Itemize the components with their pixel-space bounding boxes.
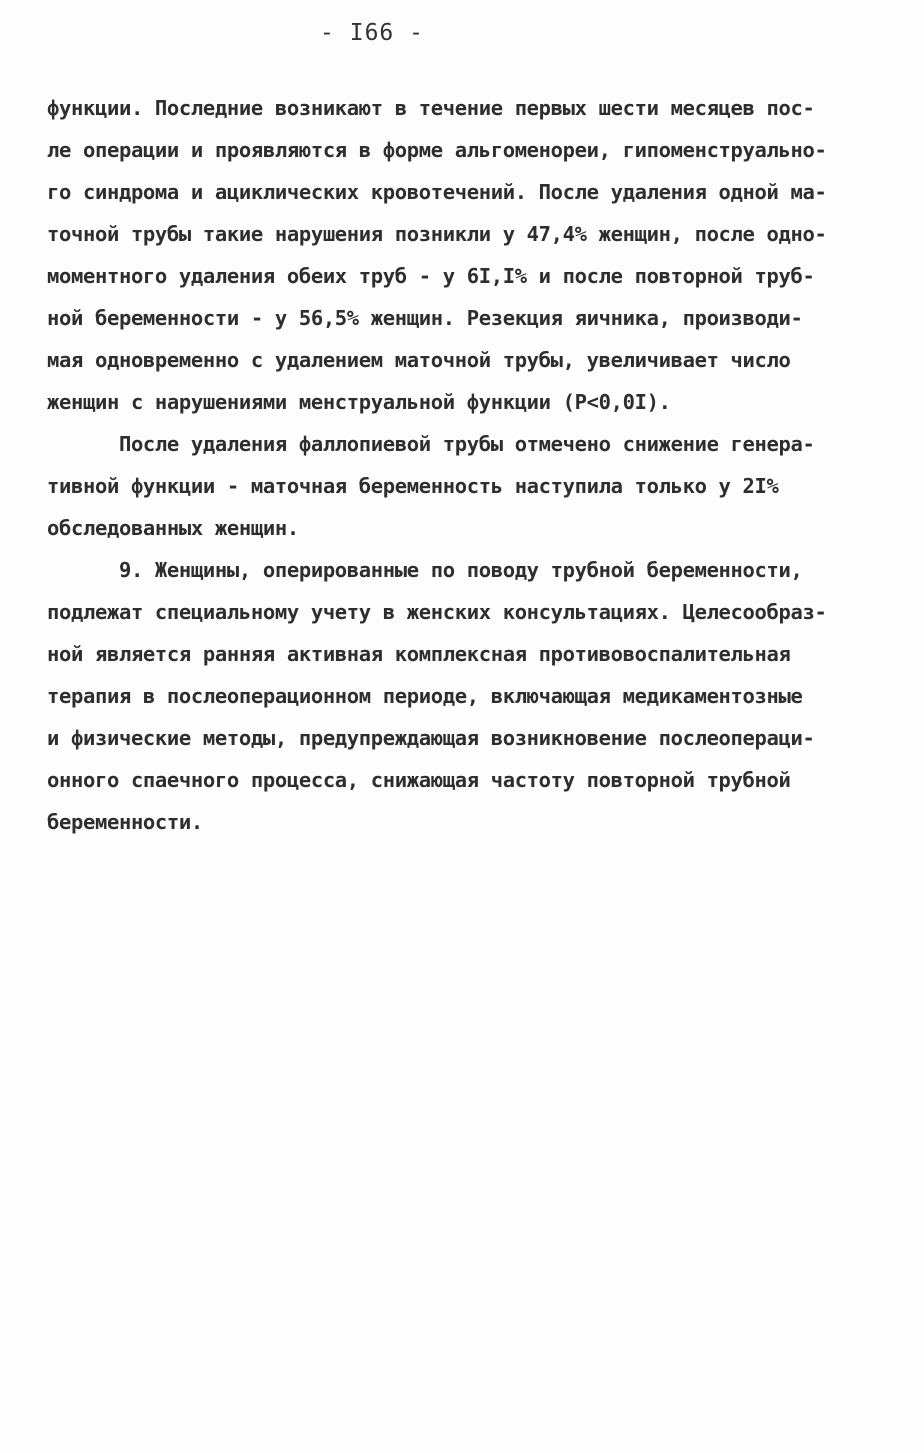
text-line: и физические методы, предупреждающая возникновение послеопераци-	[47, 726, 815, 750]
text-line: моментного удаления обеих труб - у 6I,I% и после повторной труб-	[47, 264, 815, 288]
page-number: - I66 -	[320, 20, 424, 46]
text-line: ле операции и проявляются в форме альгоменореи, гипоменструально-	[47, 138, 827, 162]
text-line: ной беременности - у 56,5% женщин. Резекция яичника, производи-	[47, 306, 803, 330]
text-line: беременности.	[47, 810, 203, 834]
text-line: тивной функции - маточная беременность наступила только у 2I%	[47, 474, 779, 498]
body-text	[47, 87, 877, 843]
paragraph-start-line: После удаления фаллопиевой трубы отмечено снижение генера-	[47, 432, 815, 456]
text-line: женщин с нарушениями менструальной функции (P<0,0I).	[47, 390, 671, 414]
text-line: функции. Последние возникают в течение первых шести месяцев пос-	[47, 96, 815, 120]
paragraph-start-line: 9. Женщины, оперированные по поводу трубной беременности,	[47, 558, 803, 582]
text-line: онного спаечного процесса, снижающая частоту повторной трубной	[47, 768, 791, 792]
text-line: ной является ранняя активная комплексная противовоспалительная	[47, 642, 791, 666]
text-line: терапия в послеоперационном периоде, включающая медикаментозные	[47, 684, 803, 708]
text-line: го синдрома и ациклических кровотечений. После удаления одной ма-	[47, 180, 827, 204]
text-line: мая одновременно с удалением маточной трубы, увеличивает число	[47, 348, 791, 372]
text-line: подлежат специальному учету в женских консультациях. Целесообраз-	[47, 600, 827, 624]
text-line: точной трубы такие нарушения позникли у 47,4% женщин, после одно-	[47, 222, 827, 246]
text-line: обследованных женщин.	[47, 516, 299, 540]
